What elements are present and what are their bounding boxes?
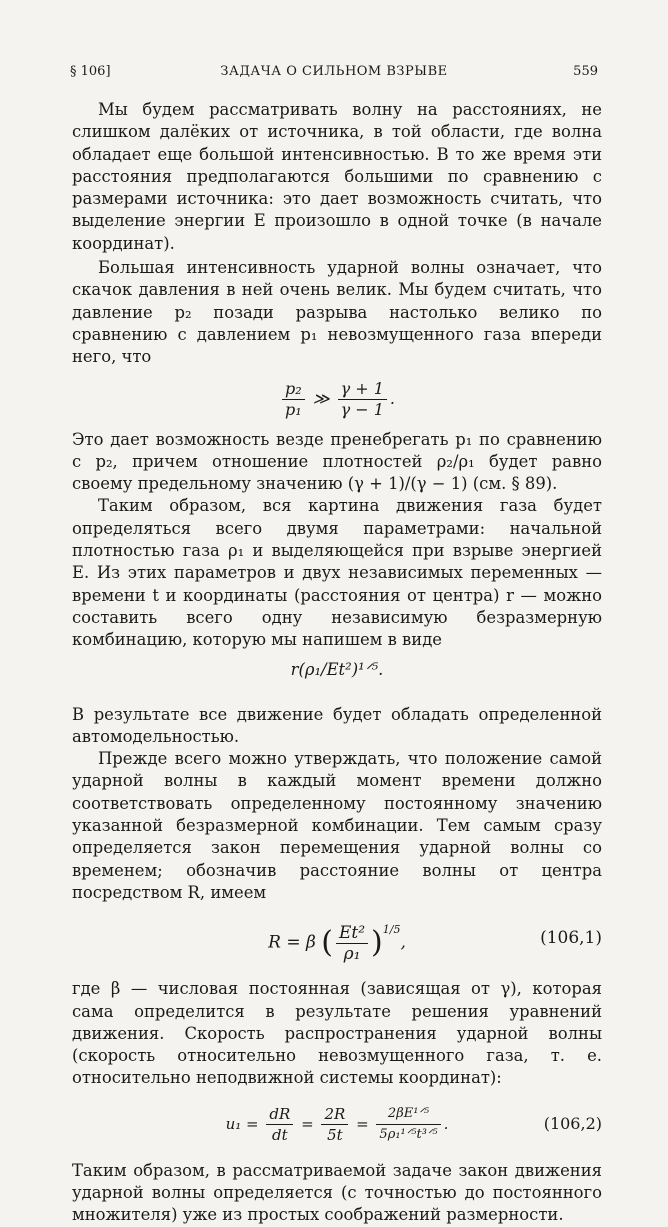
fraction-gamma: $\frac{\gamma + 1}{\gamma - 1}$: [338, 379, 387, 420]
paragraph-4: Таким образом, вся картина движения газа будет определяться всего двумя параметрами: начальной плотностью газа ρ₁ и выделяющейся при взрыве энергией E. Из этих параметров и двух независимых переменных — времени t и координаты (расстояния от центра) r — можно составить всего одну независимую безразмерную комбинацию, которую мы напишем в виде: [72, 496, 602, 650]
paragraph-5: В результате все движение будет обладать определенной автомодельностью.: [72, 704, 602, 746]
chapter-title: ЗАДАЧА О СИЛЬНОМ ВЗРЫВЕ: [220, 64, 448, 79]
page-number: 559: [573, 64, 598, 79]
paragraph-7: где β — числовая постоянная (зависящая от γ), которая сама определится в результате решения уравнений движения. Скорость распространения ударной волны (скорость относительно невозмущенного газа, т. е. относительно неподвижной системы координат):: [72, 979, 602, 1088]
paragraph-8: Таким образом, в рассматриваемой задаче закон движения ударной волны определяется (с точностью до постоянного множителя) уже из простых соображений размерности.: [72, 1160, 602, 1225]
paragraph-1: Мы будем рассматривать волну на расстояниях, не слишком далёких от источника, в той области, где волна обладает еще большой интенсивностью. В то же время эти расстояния предполагаются большими по сравнению с размерами источника: это дает возможность считать, что выделение энергии E произошло в одной точке (в начале координат).: [72, 100, 602, 253]
equation-number-106-1: (106,1): [540, 928, 602, 949]
section-ref: § 106]: [70, 64, 111, 79]
formula-pressure-ratio: $\frac{\text{p₂}}{\text{p₁}}$ ≫ $\frac{\gamma + 1}{\gamma - 1}$ .: [72, 373, 602, 425]
paragraph-2: Большая интенсивность ударной волны означает, что скачок давления в ней очень велик. Мы будем считать, что давление p₂ позади разрыва настолько велико по сравнению с давлением p₁ невозмущенного газа впереди него, что: [72, 258, 602, 367]
paragraph-6: Прежде всего можно утверждать, что положение самой ударной волны в каждый момент времени должно соответствовать определенному постоянному значению указанной безразмерной комбинации. Тем самым сразу определяется закон перемещения ударной волны со временем; обозначив расстояние волны от центра посредством R, имеем: [72, 749, 602, 902]
fraction-p2-p1: $\frac{\text{p₂}}{\text{p₁}}$: [282, 379, 305, 420]
much-greater-sign: ≫: [312, 388, 330, 408]
fraction-Et2-rho1: $\frac{\text{Et²}}{\text{ρ₁}}$: [336, 923, 368, 964]
formula-dimensionless-combination: r(ρ₁/Et²)¹ᐟ⁵.: [290, 659, 384, 679]
formula-106-1: R = β ( $\frac{\text{Et²}}{\text{ρ₁}}$ )$^{1/5}$, (106,1): [72, 912, 602, 964]
formula-106-2: u₁ = $\frac{dR}{dt}$ = $\frac{2R}{5t}$ = $\frac{\text{2βE¹ᐟ⁵}}{\text{5ρ₁¹ᐟ⁵t³ᐟ⁵}}$ . (106,2): [72, 1098, 602, 1150]
page-body: [72, 99, 602, 1227]
running-header: [70, 64, 598, 84]
paragraph-3: Это дает возможность везде пренебрегать p₁ по сравнению с p₂, причем отношение плотностей ρ₂/ρ₁ будет равно своему предельному значению (γ + 1)/(γ − 1) (см. § 89).: [72, 429, 602, 494]
equation-number-106-2: (106,2): [543, 1113, 602, 1133]
fraction-dR-dt: $\frac{dR}{dt}$: [266, 1104, 293, 1145]
fraction-2R-5t: $\frac{2R}{5t}$: [321, 1104, 348, 1145]
fraction-velocity: $\frac{\text{2βE¹ᐟ⁵}}{\text{5ρ₁¹ᐟ⁵t³ᐟ⁵}}$: [376, 1104, 440, 1145]
